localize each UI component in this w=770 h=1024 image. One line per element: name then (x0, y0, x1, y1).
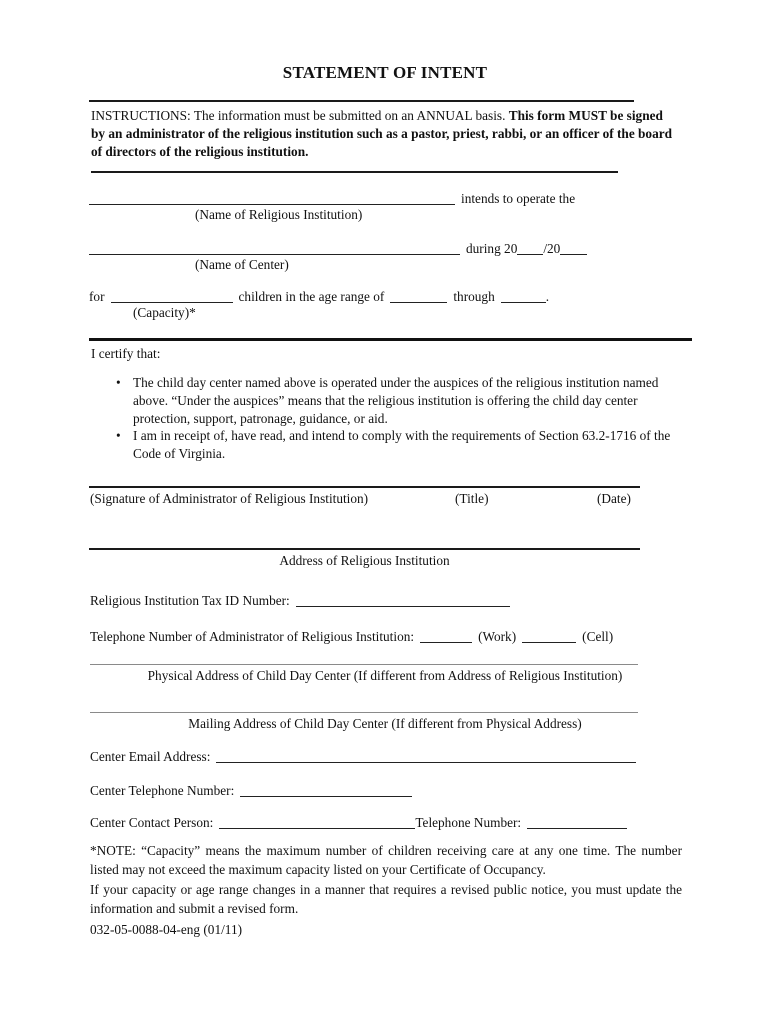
email-row (90, 748, 636, 765)
capacity-row-through-label: through (453, 289, 495, 304)
note-block (90, 841, 682, 918)
age-from-field[interactable] (390, 290, 447, 303)
admin-work-label: (Work) (478, 629, 517, 644)
instructions-paragraph (91, 107, 680, 160)
capacity-row-mid-label: children in the age range of (238, 289, 385, 304)
bullet-text-auspices: The child day center named above is operated under the auspices of the religious institution named above. “Under the auspices” means that the religious institution is offering the child day center protection, support, patronage, guidance, or aid. (133, 375, 659, 426)
tax-id-field[interactable] (296, 594, 510, 607)
admin-cell-phone-field[interactable] (522, 630, 576, 643)
admin-work-phone-field[interactable] (420, 630, 472, 643)
admin-phone-row (90, 628, 613, 645)
physical-address-line[interactable] (90, 664, 638, 665)
divider-under-instructions (91, 171, 618, 173)
list-item (116, 374, 674, 427)
contact-row (90, 814, 627, 831)
contact-phone-label: Telephone Number: (415, 815, 522, 830)
capacity-field[interactable] (111, 290, 233, 303)
bullet-icon: • (116, 375, 121, 390)
instructions-text-normal: INSTRUCTIONS: The information must be submitted on an ANNUAL basis. (91, 108, 509, 123)
contact-phone-field[interactable] (527, 816, 627, 829)
instructions-text-bold: This form MUST be signed by an administrator of the religious institution such as a pastor, priest, rabbi, or an officer of the board of directors of the religious institution. (91, 108, 673, 159)
capacity-row-period: . (545, 289, 550, 304)
certify-heading: I certify that: (91, 346, 161, 361)
religious-address-line[interactable] (89, 548, 640, 550)
page-title: STATEMENT OF INTENT (282, 63, 488, 82)
mailing-address-caption: Mailing Address of Child Day Center (If different from Physical Address) (188, 716, 582, 731)
center-phone-label: Center Telephone Number: (90, 783, 235, 798)
email-field[interactable] (216, 750, 636, 763)
signature-line[interactable] (89, 486, 640, 488)
capacity-caption: (Capacity)* (133, 305, 196, 320)
center-name-field[interactable] (89, 242, 460, 255)
signature-caption: (Signature of Administrator of Religious Institution) (90, 491, 369, 506)
note-paragraph-capacity: *NOTE: “Capacity” means the maximum number of children receiving care at any one time. The number listed may not exceed the maximum capacity listed on your Certificate of Occupancy. (90, 843, 682, 878)
bullet-text-code: I am in receipt of, have read, and intend to comply with the requirements of Section 63.2-1716 of the Code of Virginia. (133, 428, 671, 462)
year-start-field[interactable] (517, 242, 543, 255)
institution-row (89, 190, 575, 207)
list-item (116, 427, 674, 463)
capacity-row-for-label: for (89, 289, 105, 304)
contact-person-field[interactable] (219, 816, 415, 829)
center-name-caption: (Name of Center) (195, 257, 289, 272)
center-phone-row (90, 782, 412, 799)
year-end-field[interactable] (560, 242, 587, 255)
tax-id-row (90, 592, 510, 609)
tax-id-label: Religious Institution Tax ID Number: (90, 593, 290, 608)
religious-address-caption: Address of Religious Institution (279, 553, 450, 568)
age-to-field[interactable] (501, 290, 546, 303)
institution-name-field[interactable] (89, 192, 455, 205)
bullet-icon: • (116, 428, 121, 444)
center-row (89, 240, 587, 257)
center-row-slash-label: /20 (543, 241, 561, 256)
center-phone-field[interactable] (240, 784, 412, 797)
institution-name-caption: (Name of Religious Institution) (195, 207, 363, 222)
date-caption: (Date) (597, 491, 631, 506)
capacity-row (89, 288, 549, 305)
certify-bullet-list (116, 374, 674, 463)
physical-address-caption: Physical Address of Child Day Center (If different from Address of Religious Institution) (147, 668, 623, 683)
admin-phone-label: Telephone Number of Administrator of Religious Institution: (90, 629, 415, 644)
note-paragraph-update: If your capacity or age range changes in a manner that requires a revised public notice, you must update the information and submit a revised form. (90, 881, 682, 916)
mailing-address-line[interactable] (90, 712, 638, 713)
email-label: Center Email Address: (90, 749, 211, 764)
title-caption: (Title) (455, 491, 489, 506)
form-number: 032-05-0088-04-eng (01/11) (90, 922, 243, 937)
divider-under-title (89, 100, 634, 102)
divider-certify (89, 338, 692, 341)
center-row-during-label: during 20 (466, 241, 518, 256)
contact-label: Center Contact Person: (90, 815, 214, 830)
institution-row-suffix: intends to operate the (461, 191, 576, 206)
admin-cell-label: (Cell) (582, 629, 614, 644)
